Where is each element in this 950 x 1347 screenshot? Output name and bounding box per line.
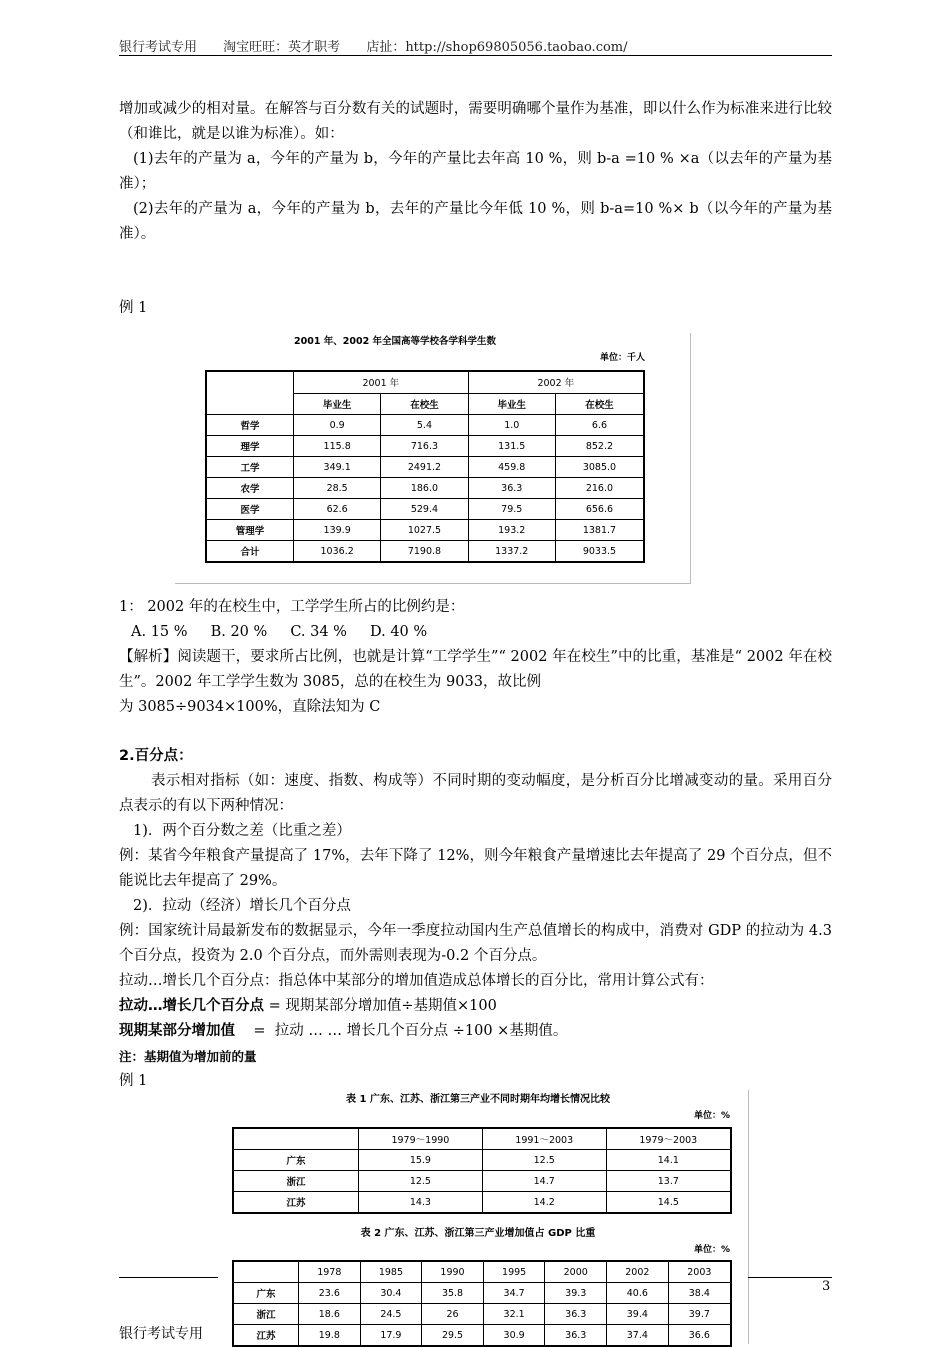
cell: 131.5 xyxy=(468,436,555,457)
cell: 14.7 xyxy=(482,1171,606,1192)
cell: 36.3 xyxy=(545,1325,607,1347)
table1-subhead: 在校生 xyxy=(555,393,644,415)
cell: 459.8 xyxy=(468,457,555,478)
cell: 852.2 xyxy=(555,436,644,457)
formula-2 xyxy=(119,1019,832,1044)
table-row xyxy=(206,499,644,520)
cell: 18.6 xyxy=(299,1304,361,1325)
cell: 24.5 xyxy=(360,1304,422,1325)
cell: 1036.2 xyxy=(294,541,381,563)
analysis-text: 为 3085÷9034×100%，直除法知为 C xyxy=(119,699,381,715)
table3-title: 表 2 广东、江苏、浙江第三产业增加值占 GDP 比重 xyxy=(360,1228,596,1239)
header-shop-url: 店扯：http://shop69805056.taobao.com/ xyxy=(366,40,628,55)
section-paragraph: 拉动…增长几个百分点：指总体中某部分的增加值造成总体增长的百分比，常用计算公式有： xyxy=(119,973,714,989)
table1 xyxy=(205,370,645,563)
cell: 6.6 xyxy=(555,415,644,436)
cell: 0.9 xyxy=(294,415,381,436)
table-row xyxy=(233,1171,731,1192)
row-label: 浙江 xyxy=(233,1304,299,1325)
cell: 38.4 xyxy=(668,1283,731,1304)
row-label: 江苏 xyxy=(233,1192,359,1214)
table2 xyxy=(232,1127,732,1214)
row-label: 农学 xyxy=(206,478,294,499)
cell: 656.6 xyxy=(555,499,644,520)
header-rule xyxy=(119,55,832,56)
section-heading: 2.百分点： xyxy=(119,748,193,764)
cell: 13.7 xyxy=(606,1171,731,1192)
cell: 26 xyxy=(422,1304,484,1325)
table3-year: 1978 xyxy=(299,1261,361,1283)
cell: 28.5 xyxy=(294,478,381,499)
formula-1-term: 拉动…增长几个百分点 xyxy=(119,998,264,1014)
row-label: 管理学 xyxy=(206,520,294,541)
cell: 37.4 xyxy=(607,1325,669,1347)
cell: 36.6 xyxy=(668,1325,731,1347)
row-label: 浙江 xyxy=(233,1171,359,1192)
table1-title: 2001 年、2002 年全国高等学校各学科学生数 xyxy=(294,336,496,347)
cell: 12.5 xyxy=(482,1150,606,1171)
cell: 9033.5 xyxy=(555,541,644,563)
table3-year: 2003 xyxy=(668,1261,731,1283)
cell: 39.4 xyxy=(607,1304,669,1325)
page-header xyxy=(119,36,650,55)
question-options: A. 15 % B. 20 % C. 34 % D. 40 % xyxy=(131,624,428,640)
cell: 1027.5 xyxy=(381,520,468,541)
cell: 79.5 xyxy=(468,499,555,520)
cell: 14.5 xyxy=(606,1192,731,1214)
table3-year: 1995 xyxy=(483,1261,545,1283)
table3-year: 2002 xyxy=(607,1261,669,1283)
cell: 139.9 xyxy=(294,520,381,541)
cell: 36.3 xyxy=(545,1304,607,1325)
cell: 529.4 xyxy=(381,499,468,520)
formula-1 xyxy=(119,994,832,1019)
row-label: 广东 xyxy=(233,1283,299,1304)
table-row xyxy=(233,1283,731,1304)
cell: 34.7 xyxy=(483,1283,545,1304)
cell: 7190.8 xyxy=(381,541,468,563)
cell: 349.1 xyxy=(294,457,381,478)
cell: 14.1 xyxy=(606,1150,731,1171)
formula-2-expr: = 拉动 … … 增长几个百分点 ÷100 ×基期值。 xyxy=(235,1023,568,1039)
header-shop-name: 淘宝旺旺：英才职考 xyxy=(223,40,341,55)
cell: 19.8 xyxy=(299,1325,361,1347)
table-row xyxy=(206,541,644,563)
table2-unit: 单位：% xyxy=(693,1111,730,1121)
cell: 115.8 xyxy=(294,436,381,457)
cell: 23.6 xyxy=(299,1283,361,1304)
cell: 35.8 xyxy=(422,1283,484,1304)
formula-1-expr: = 现期某部分增加值÷基期值×100 xyxy=(264,998,497,1014)
table3 xyxy=(232,1260,732,1347)
section-2 xyxy=(119,744,832,1094)
cell: 12.5 xyxy=(359,1171,483,1192)
table-row xyxy=(206,415,644,436)
cell: 193.2 xyxy=(468,520,555,541)
section-paragraph: 2)．拉动（经济）增长几个百分点 xyxy=(133,898,351,914)
cell: 5.4 xyxy=(381,415,468,436)
cell: 30.4 xyxy=(360,1283,422,1304)
row-label: 江苏 xyxy=(233,1325,299,1347)
row-label: 合计 xyxy=(206,541,294,563)
table1-image xyxy=(175,333,691,584)
cell: 39.3 xyxy=(545,1283,607,1304)
table3-year: 1990 xyxy=(422,1261,484,1283)
cell: 14.2 xyxy=(482,1192,606,1214)
row-label: 理学 xyxy=(206,436,294,457)
cell: 186.0 xyxy=(381,478,468,499)
cell: 1381.7 xyxy=(555,520,644,541)
table-row xyxy=(206,478,644,499)
table1-subhead: 毕业生 xyxy=(468,393,555,415)
cell: 216.0 xyxy=(555,478,644,499)
example-1-label: 例 1 xyxy=(119,300,148,316)
note-text: 注：基期值为增加前的量 xyxy=(119,1049,257,1064)
footer-rule-right xyxy=(748,1277,832,1278)
cell: 2491.2 xyxy=(381,457,468,478)
row-label: 哲学 xyxy=(206,415,294,436)
section-paragraph: 例：某省今年粮食产量提高了 17%，去年下降了 12%，则今年粮食产量增速比去年提高了 29 个百分点，但不能说比去年提高了 29%。 xyxy=(119,848,832,889)
footer-label: 银行考试专用 xyxy=(119,1326,203,1342)
cell: 29.5 xyxy=(422,1325,484,1347)
row-label: 广东 xyxy=(233,1150,359,1171)
row-label: 医学 xyxy=(206,499,294,520)
analysis-text: 【解析】阅读题干，要求所占比例，也就是计算“工学学生”“ 2002 年在校生”中的比重，基准是“ 2002 年在校生”。2002 年工学学生数为 3085，总的在校生为 9033，故比例 xyxy=(119,649,832,690)
page-number: 3 xyxy=(822,1279,831,1294)
cell: 39.7 xyxy=(668,1304,731,1325)
table1-subhead: 毕业生 xyxy=(294,393,381,415)
table-row xyxy=(233,1150,731,1171)
cell: 15.9 xyxy=(359,1150,483,1171)
intro-case-2: (2)去年的产量为 a，今年的产量为 b，去年的产量比今年低 10 %，则 b-a=10 %× b（以今年的产量为基准）。 xyxy=(119,201,832,242)
intro-block xyxy=(119,97,832,247)
cell: 17.9 xyxy=(360,1325,422,1347)
cell: 1337.2 xyxy=(468,541,555,563)
table2-period: 1979～2003 xyxy=(606,1128,731,1150)
question-text: 1： 2002 年的在校生中，工学学生所占的比例约是： xyxy=(119,599,465,615)
intro-paragraph: 增加或减少的相对量。在解答与百分数有关的试题时，需要明确哪个量作为基准，即以什么作为标准来进行比较（和谁比，就是以谁为标准）。如： xyxy=(119,101,832,142)
section-paragraph: 1)．两个百分数之差（比重之差） xyxy=(133,823,351,839)
table-row xyxy=(206,520,644,541)
table-row xyxy=(206,457,644,478)
table-row xyxy=(233,1325,731,1347)
row-label: 工学 xyxy=(206,457,294,478)
section-paragraph: 例：国家统计局最新发布的数据显示，今年一季度拉动国内生产总值增长的构成中，消费对 GDP 的拉动为 4.3 个百分点，投资为 2.0 个百分点，而外需则表现为-0.2 个百分点。 xyxy=(119,923,832,964)
table3-year: 2000 xyxy=(545,1261,607,1283)
cell: 40.6 xyxy=(607,1283,669,1304)
table1-corner xyxy=(206,371,294,415)
example-label: 例 1 xyxy=(119,1073,148,1089)
table-row xyxy=(206,436,644,457)
table1-year-2001: 2001 年 xyxy=(294,371,469,393)
table1-year-2002: 2002 年 xyxy=(468,371,644,393)
table1-subhead: 在校生 xyxy=(381,393,468,415)
cell: 716.3 xyxy=(381,436,468,457)
table2-image xyxy=(218,1090,749,1344)
table2-corner xyxy=(233,1128,359,1150)
cell: 36.3 xyxy=(468,478,555,499)
table3-year: 1985 xyxy=(360,1261,422,1283)
cell: 30.9 xyxy=(483,1325,545,1347)
question-block xyxy=(119,595,832,720)
cell: 62.6 xyxy=(294,499,381,520)
formula-2-term: 现期某部分增加值 xyxy=(119,1023,235,1039)
table3-corner xyxy=(233,1261,299,1283)
cell: 3085.0 xyxy=(555,457,644,478)
cell: 14.3 xyxy=(359,1192,483,1214)
footer-rule-left xyxy=(119,1277,218,1278)
table-row xyxy=(233,1304,731,1325)
table-row xyxy=(233,1192,731,1214)
section-paragraph: 表示相对指标（如：速度、指数、构成等）不同时期的变动幅度，是分析百分比增减变动的量。采用百分点表示的有以下两种情况： xyxy=(119,773,832,814)
table2-period: 1991～2003 xyxy=(482,1128,606,1150)
intro-case-1: (1)去年的产量为 a，今年的产量为 b，今年的产量比去年高 10 %，则 b-a =10 % ×a（以去年的产量为基准）； xyxy=(119,151,832,192)
table2-period: 1979～1990 xyxy=(359,1128,483,1150)
table3-unit: 单位：% xyxy=(693,1245,730,1255)
cell: 1.0 xyxy=(468,415,555,436)
header-label: 银行考试专用 xyxy=(119,40,198,55)
table2-title: 表 1 广东、江苏、浙江第三产业不同时期年均增长情况比较 xyxy=(346,1094,610,1105)
table1-unit: 单位：千人 xyxy=(599,353,645,363)
cell: 32.1 xyxy=(483,1304,545,1325)
